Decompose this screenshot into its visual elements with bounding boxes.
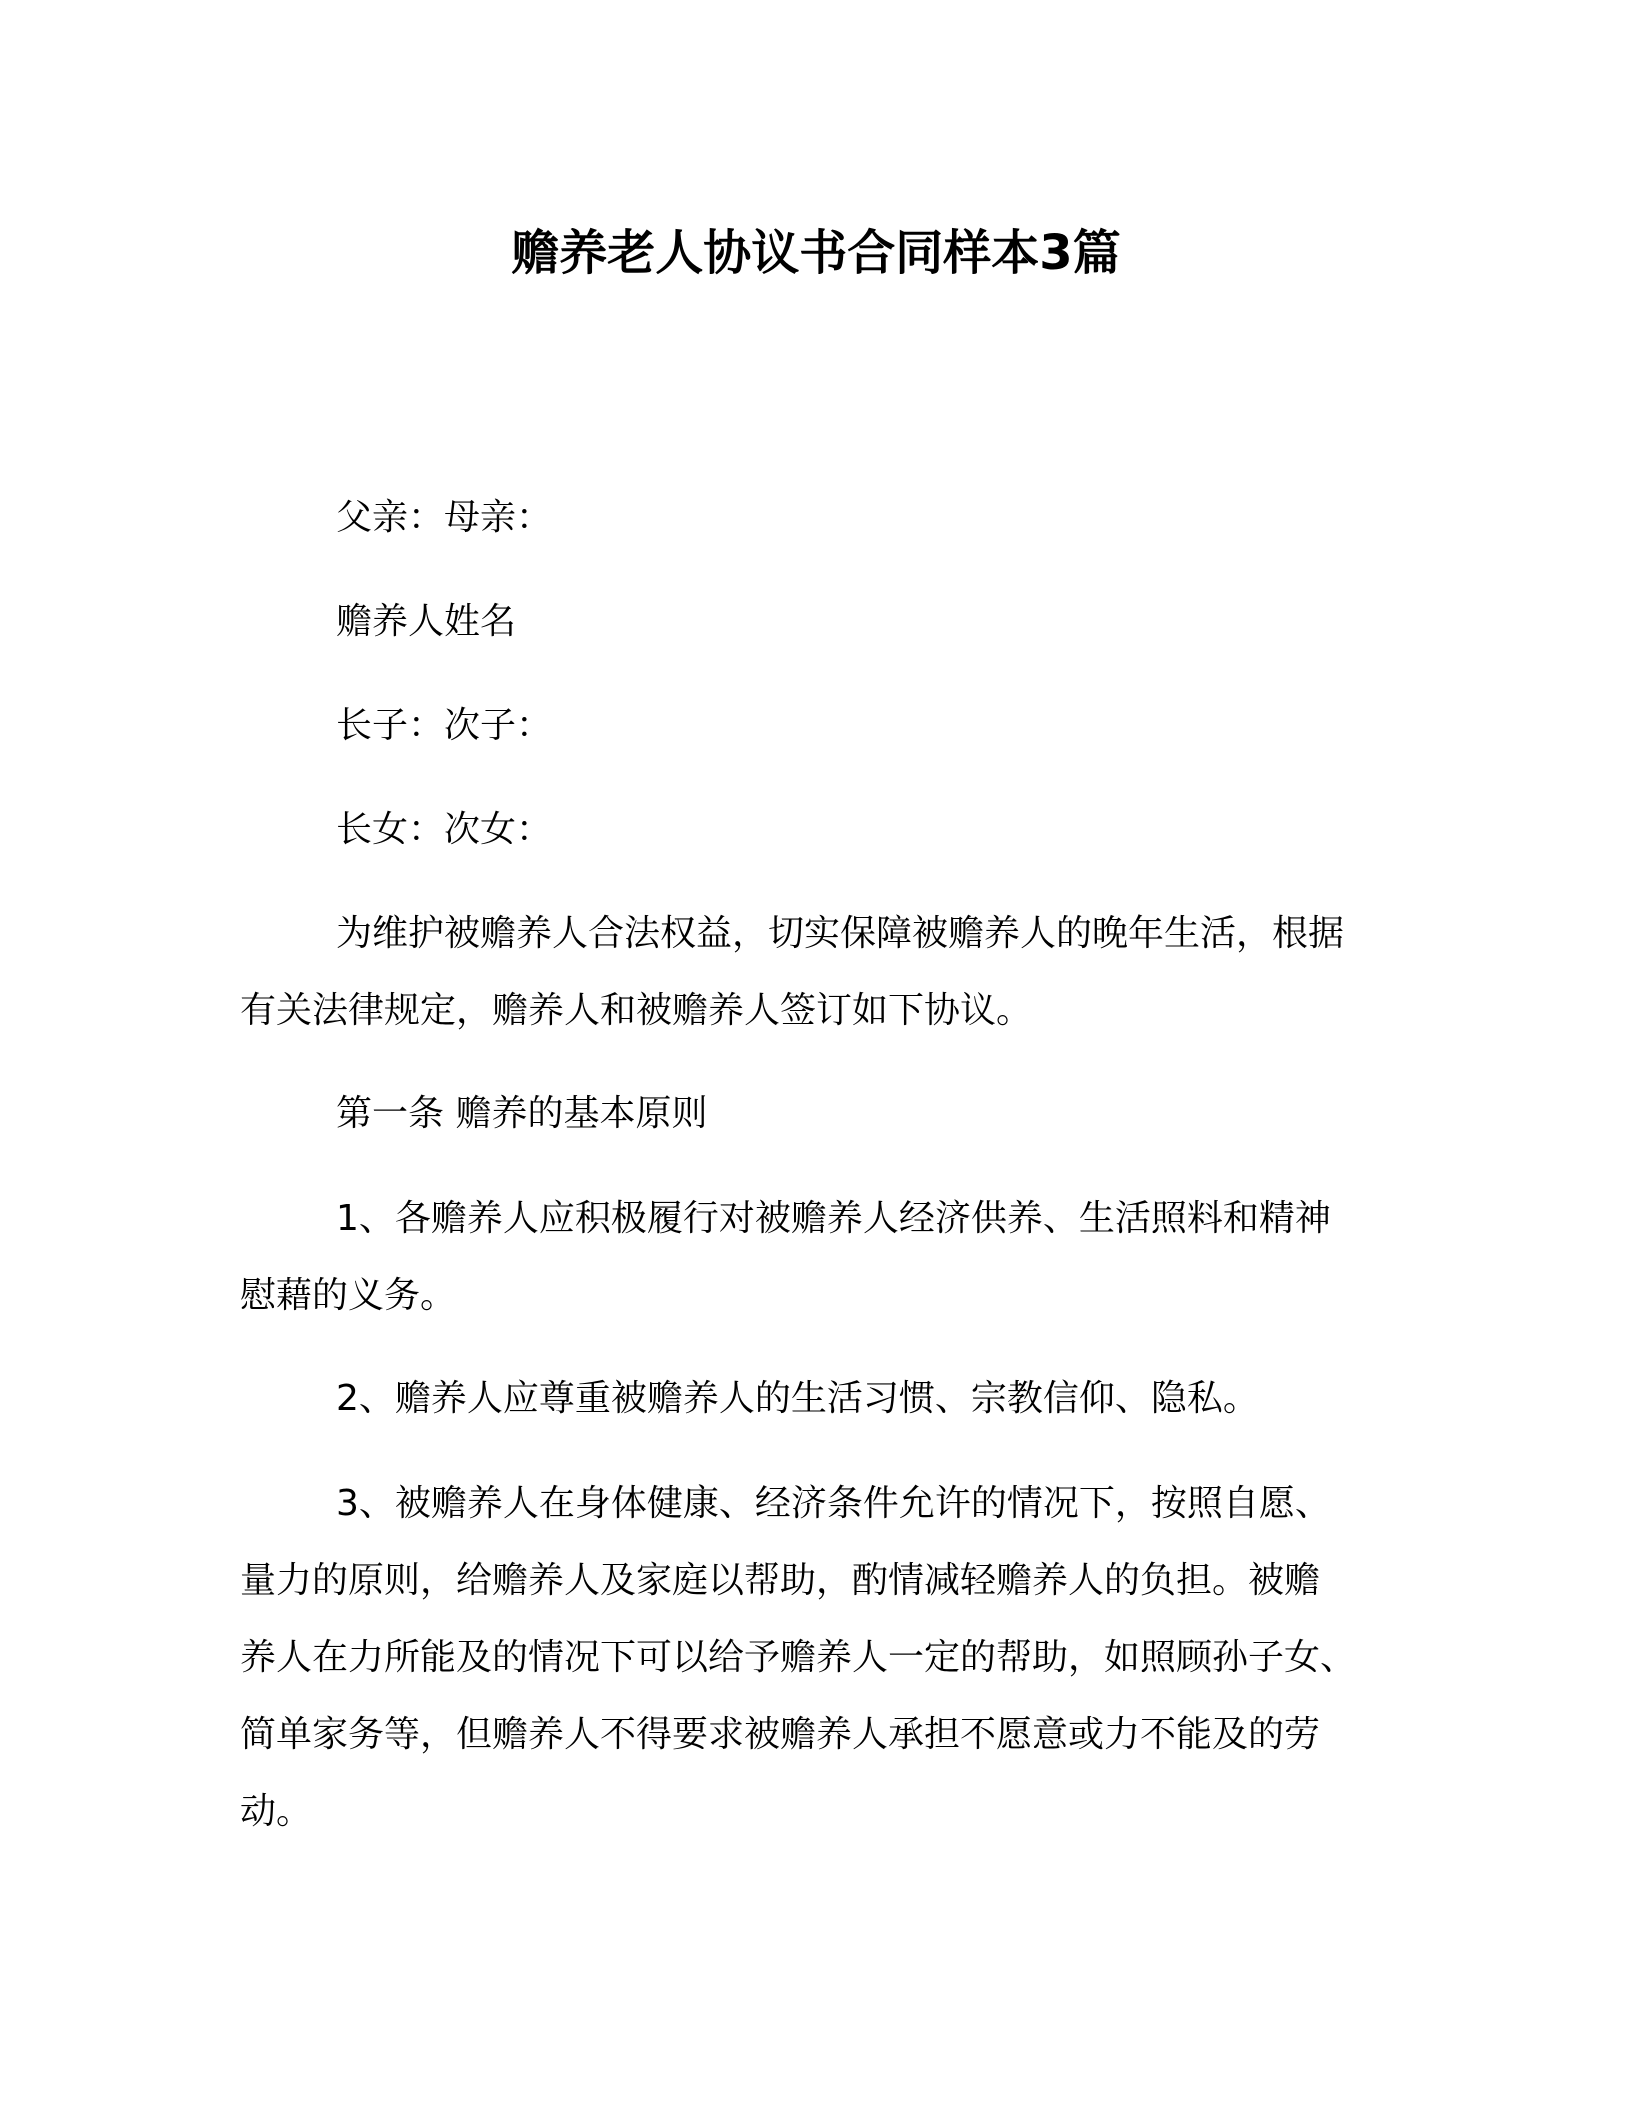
preamble-paragraph	[240, 895, 1390, 1049]
article-one-heading	[240, 1075, 1390, 1152]
paragraph-line: 父亲：母亲：	[336, 497, 553, 538]
paragraph-line: 3、被赡养人在身体健康、经济条件允许的情况下，按照自愿、	[336, 1483, 1331, 1524]
paragraph-line: 2、赡养人应尊重被赡养人的生活习惯、宗教信仰、隐私。	[336, 1378, 1259, 1419]
sons-line	[240, 687, 1390, 764]
paragraph-line: 长女：次女：	[336, 809, 553, 850]
paragraph-line: 长子：次子：	[336, 705, 553, 746]
parents-line	[240, 479, 1390, 556]
clause-2	[240, 1360, 1390, 1437]
paragraph-line: 动。	[240, 1791, 313, 1832]
clause-3	[240, 1465, 1390, 1850]
paragraph-line: 为维护被赡养人合法权益，切实保障被赡养人的晚年生活，根据	[336, 913, 1345, 954]
clause-1	[240, 1180, 1390, 1334]
paragraph-line: 量力的原则，给赡养人及家庭以帮助，酌情减轻赡养人的负担。被赡	[240, 1560, 1321, 1601]
paragraph-line: 1、各赡养人应积极履行对被赡养人经济供养、生活照料和精神	[336, 1198, 1331, 1239]
document-title: 赡养老人协议书合同样本3篇	[511, 225, 1121, 281]
paragraph-line: 简单家务等，但赡养人不得要求被赡养人承担不愿意或力不能及的劳	[240, 1714, 1321, 1755]
supporter-name-label	[240, 583, 1390, 660]
daughters-line	[240, 791, 1390, 868]
paragraph-line: 养人在力所能及的情况下可以给予赡养人一定的帮助，如照顾孙子女、	[240, 1637, 1357, 1678]
paragraph-line: 有关法律规定，赡养人和被赡养人签订如下协议。	[240, 990, 1033, 1031]
paragraph-line: 第一条 赡养的基本原则	[336, 1093, 708, 1134]
paragraph-line: 慰藉的义务。	[240, 1275, 457, 1316]
paragraph-line: 赡养人姓名	[336, 601, 517, 642]
